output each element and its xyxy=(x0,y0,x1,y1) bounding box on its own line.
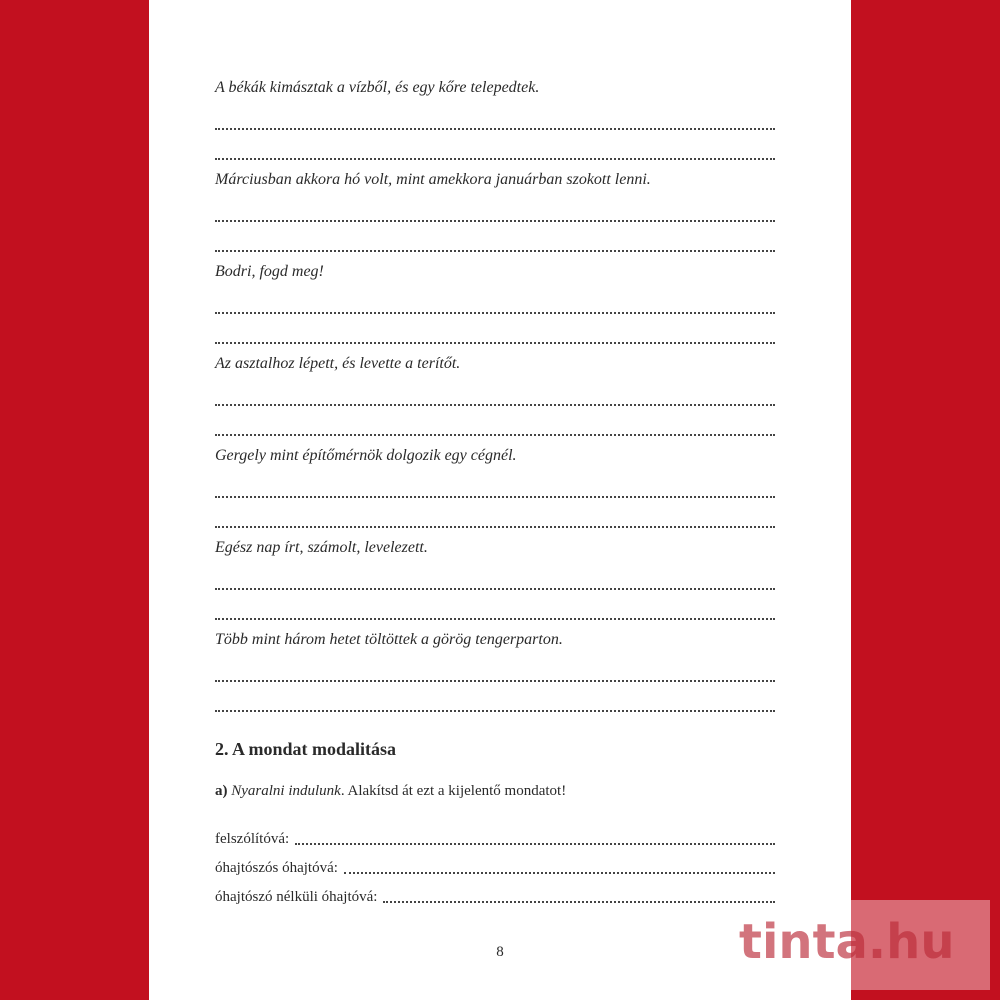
answer-line xyxy=(215,130,775,160)
exercise-3 xyxy=(215,262,775,344)
book-page xyxy=(149,0,851,1000)
exercise-sentence: Egész nap írt, számolt, levelezett. xyxy=(215,539,428,556)
answer-line xyxy=(215,314,775,344)
task-instruction xyxy=(215,781,566,801)
answer-line xyxy=(215,656,775,682)
answer-line xyxy=(383,887,775,903)
form-row xyxy=(215,849,775,878)
answer-line xyxy=(215,104,775,130)
exercise-5 xyxy=(215,446,775,528)
form-row xyxy=(215,820,775,849)
answer-line xyxy=(215,288,775,314)
form-label: óhajtószó nélküli óhajtóvá: xyxy=(215,889,378,905)
exercise-list xyxy=(215,78,775,712)
answer-line xyxy=(215,406,775,436)
page-number: 8 xyxy=(496,944,504,960)
answer-form xyxy=(215,820,775,907)
exercise-sentence: Márciusban akkora hó volt, mint amekkora januárban szokott lenni. xyxy=(215,171,651,188)
exercise-6 xyxy=(215,538,775,620)
exercise-sentence: A békák kimásztak a vízből, és egy kőre telepedtek. xyxy=(215,79,540,96)
form-label: felszólítóvá: xyxy=(215,831,290,847)
answer-line xyxy=(215,564,775,590)
answer-line xyxy=(215,682,775,712)
exercise-4 xyxy=(215,354,775,436)
form-row xyxy=(215,878,775,907)
exercise-sentence: Gergely mint építőmérnök dolgozik egy cégnél. xyxy=(215,447,517,464)
task-sentence: Nyaralni indulunk xyxy=(231,783,341,799)
answer-line xyxy=(215,472,775,498)
answer-line xyxy=(295,829,775,845)
section-heading: 2. A mondat modalitása xyxy=(215,739,397,759)
task-label: a) xyxy=(215,783,228,799)
exercise-1 xyxy=(215,78,775,160)
watermark-logo: tinta.hu xyxy=(739,914,955,970)
answer-line xyxy=(344,858,775,874)
answer-line xyxy=(215,380,775,406)
exercise-7 xyxy=(215,630,775,712)
exercise-sentence: Az asztalhoz lépett, és levette a terítőt. xyxy=(215,355,461,372)
answer-line xyxy=(215,196,775,222)
exercise-sentence: Bodri, fogd meg! xyxy=(215,263,324,280)
answer-line xyxy=(215,590,775,620)
exercise-sentence: Több mint három hetet töltöttek a görög tengerparton. xyxy=(215,631,563,648)
form-label: óhajtószós óhajtóvá: xyxy=(215,860,338,876)
exercise-2 xyxy=(215,170,775,252)
answer-line xyxy=(215,222,775,252)
answer-line xyxy=(215,498,775,528)
task-text: . Alakítsd át ezt a kijelentő mondatot! xyxy=(340,783,567,799)
